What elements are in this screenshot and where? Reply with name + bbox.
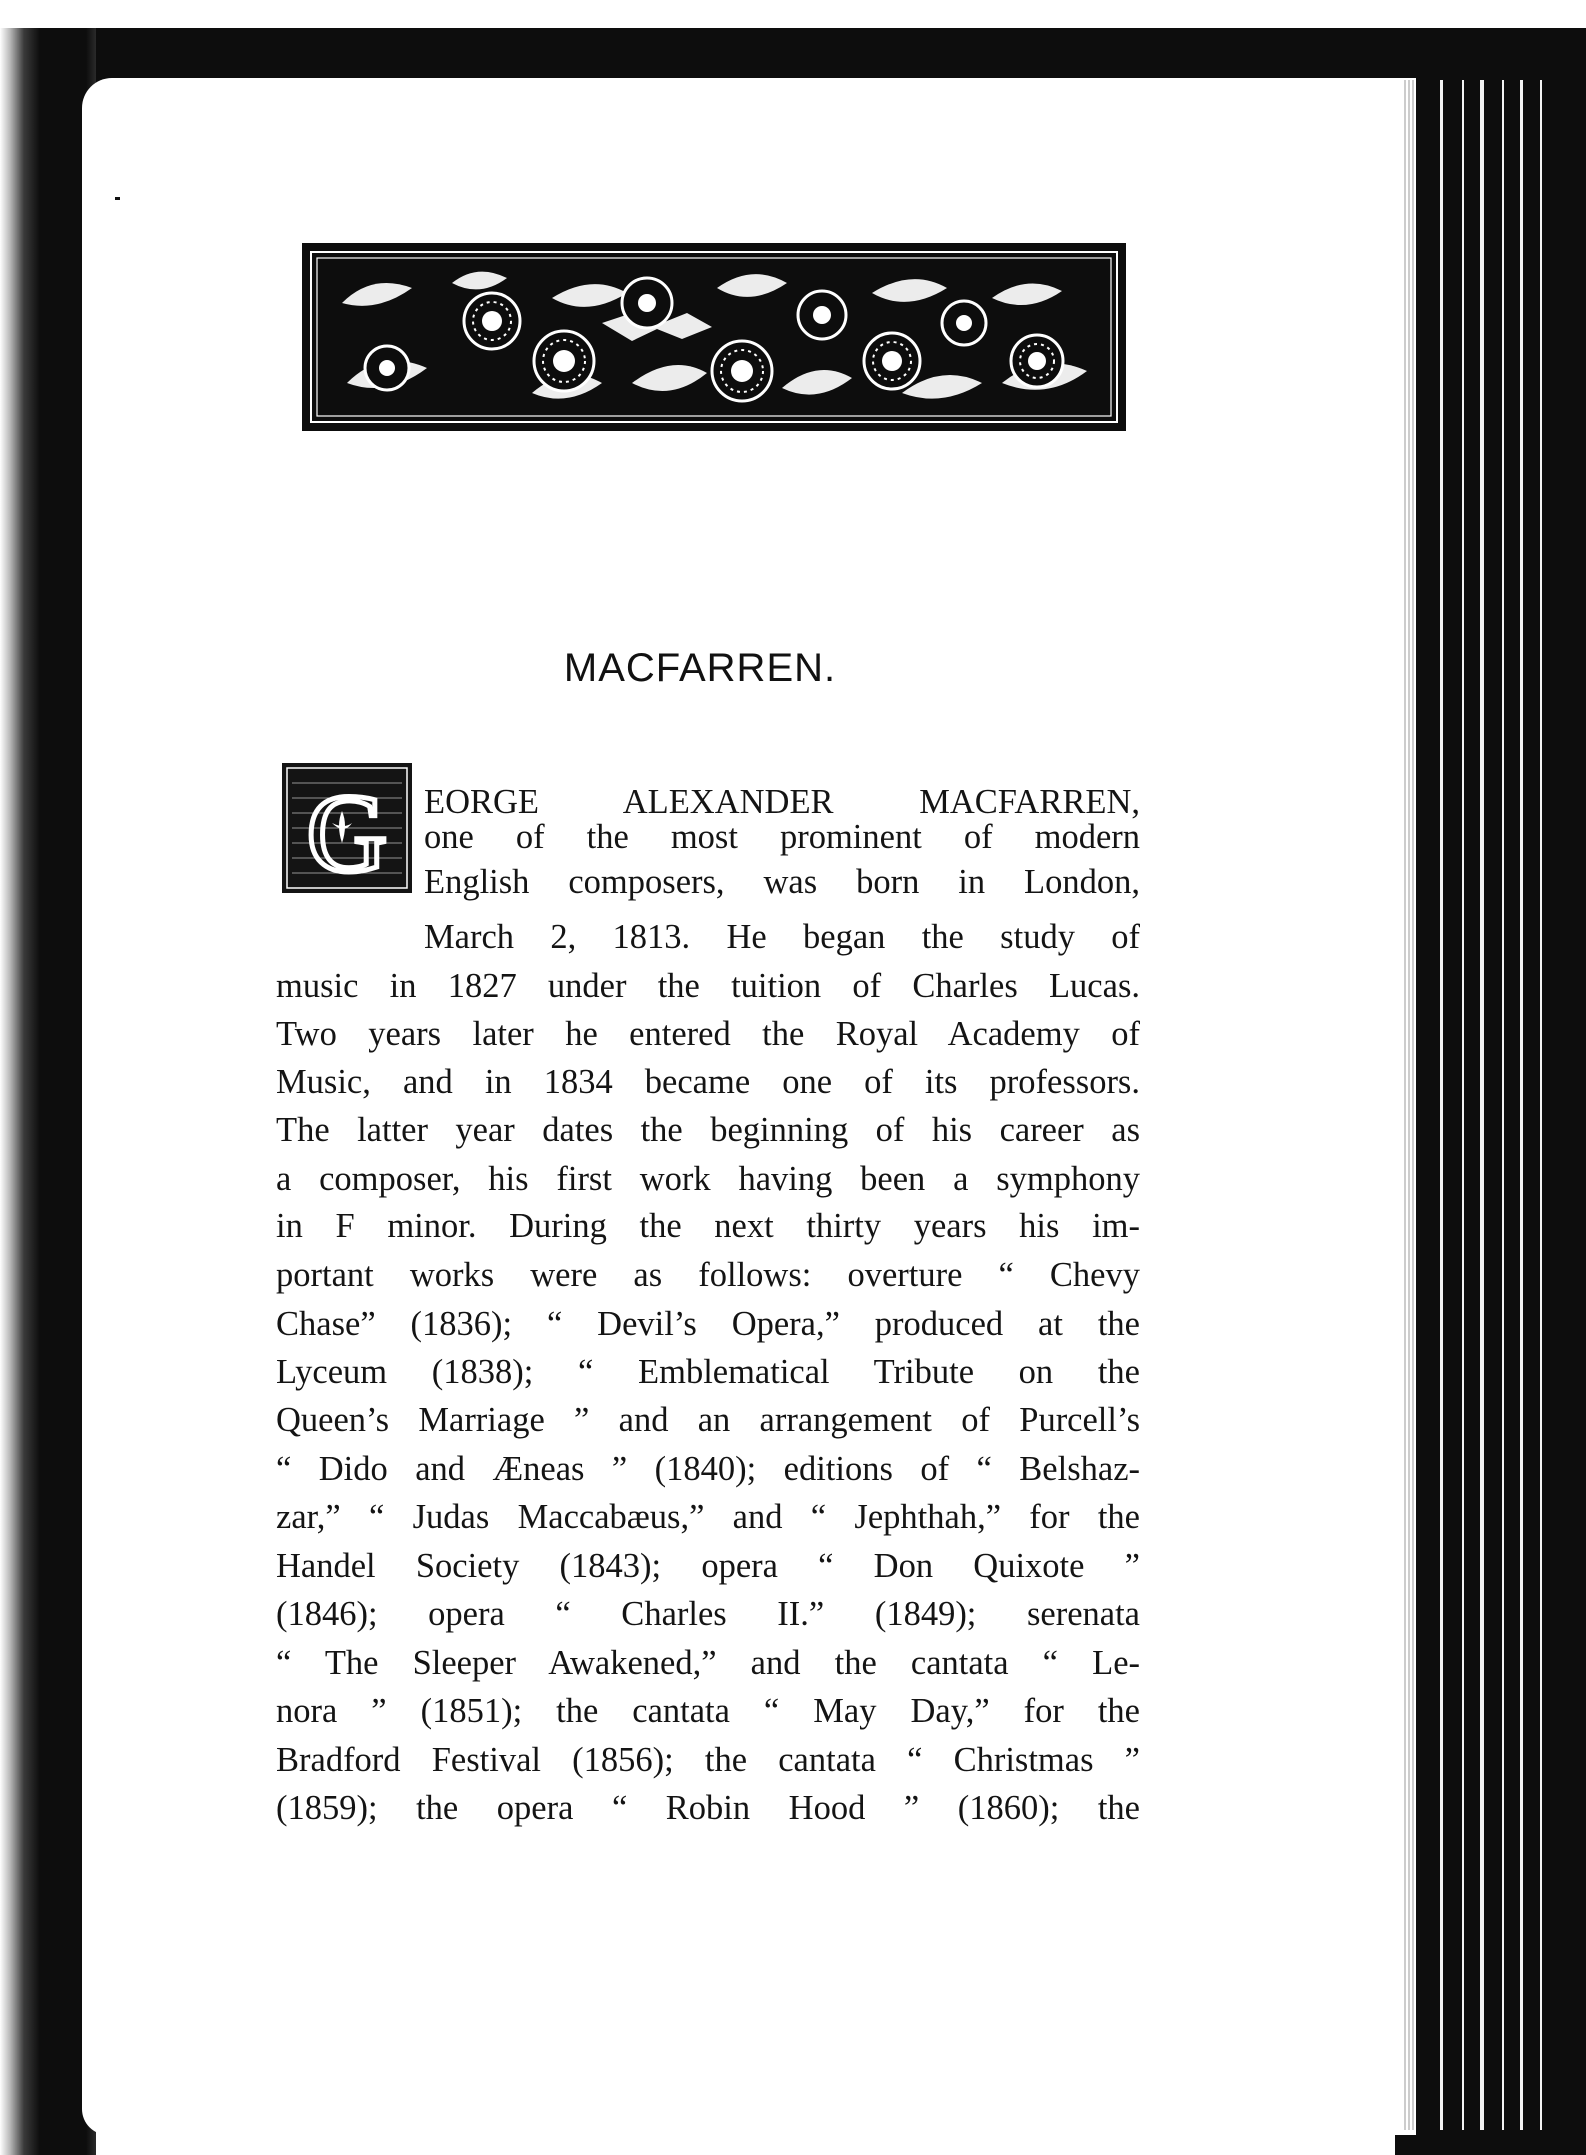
text-line-21: Bradford Festival (1856); the cantata “ Christmas ” — [276, 1741, 1140, 1779]
page-edge-line — [1440, 80, 1443, 2130]
text-line-4: March 2, 1813. He began the study of — [424, 918, 1140, 956]
text-line-10: in F minor. During the next thirty years his im- — [276, 1207, 1140, 1245]
page-edge-line — [1480, 80, 1484, 2130]
text-line-17: Handel Society (1843); opera “ Don Quixote ” — [276, 1547, 1140, 1585]
page-edge-line — [1520, 80, 1523, 2130]
page-edge-line — [1540, 80, 1542, 2130]
chapter-title: MACFARREN. — [563, 646, 837, 690]
text-line-8: The latter year dates the beginning of his career as — [276, 1111, 1140, 1149]
text-line-2: one of the most prominent of modern — [424, 818, 1140, 856]
page-edge-line — [1462, 80, 1464, 2130]
text-line-11: portant works were as follows: overture “ Chevy — [276, 1256, 1140, 1294]
ink-speck — [115, 197, 120, 200]
text-line-5: music in 1827 under the tuition of Charles Lucas. — [276, 967, 1140, 1005]
drop-cap-letter: G — [306, 772, 388, 893]
text-line-6: Two years later he entered the Royal Academy of — [276, 1015, 1140, 1053]
text-line-15: “ Dido and Æneas ” (1840); editions of “ Belshaz- — [276, 1450, 1140, 1488]
text-line-20: nora ” (1851); the cantata “ May Day,” for the — [276, 1692, 1140, 1730]
text-line-22: (1859); the opera “ Robin Hood ” (1860); the — [276, 1789, 1140, 1827]
text-line-3: English composers, was born in London, — [424, 863, 1140, 901]
page-edges — [1402, 80, 1414, 2130]
drop-cap-ornament — [282, 763, 412, 893]
page-edge-line — [1502, 80, 1504, 2130]
text-line-7: Music, and in 1834 became one of its professors. — [276, 1063, 1140, 1101]
text-line-16: zar,” “ Judas Maccabæus,” and “ Jephthah,” for the — [276, 1498, 1140, 1536]
floral-headpiece-ornament — [302, 243, 1126, 431]
text-line-12: Chase” (1836); “ Devil’s Opera,” produced at the — [276, 1305, 1140, 1343]
text-line-18: (1846); opera “ Charles II.” (1849); serenata — [276, 1595, 1140, 1633]
text-line-13: Lyceum (1838); “ Emblematical Tribute on the — [276, 1353, 1140, 1391]
text-line-9: a composer, his first work having been a symphony — [276, 1160, 1140, 1198]
book-page-stack-right — [1395, 28, 1586, 2155]
text-line-14: Queen’s Marriage ” and an arrangement of Purcell’s — [276, 1401, 1140, 1439]
text-line-19: “ The Sleeper Awakened,” and the cantata “ Le- — [276, 1644, 1140, 1682]
text-line-1: EORGE ALEXANDER MACFARREN, — [424, 783, 1140, 821]
